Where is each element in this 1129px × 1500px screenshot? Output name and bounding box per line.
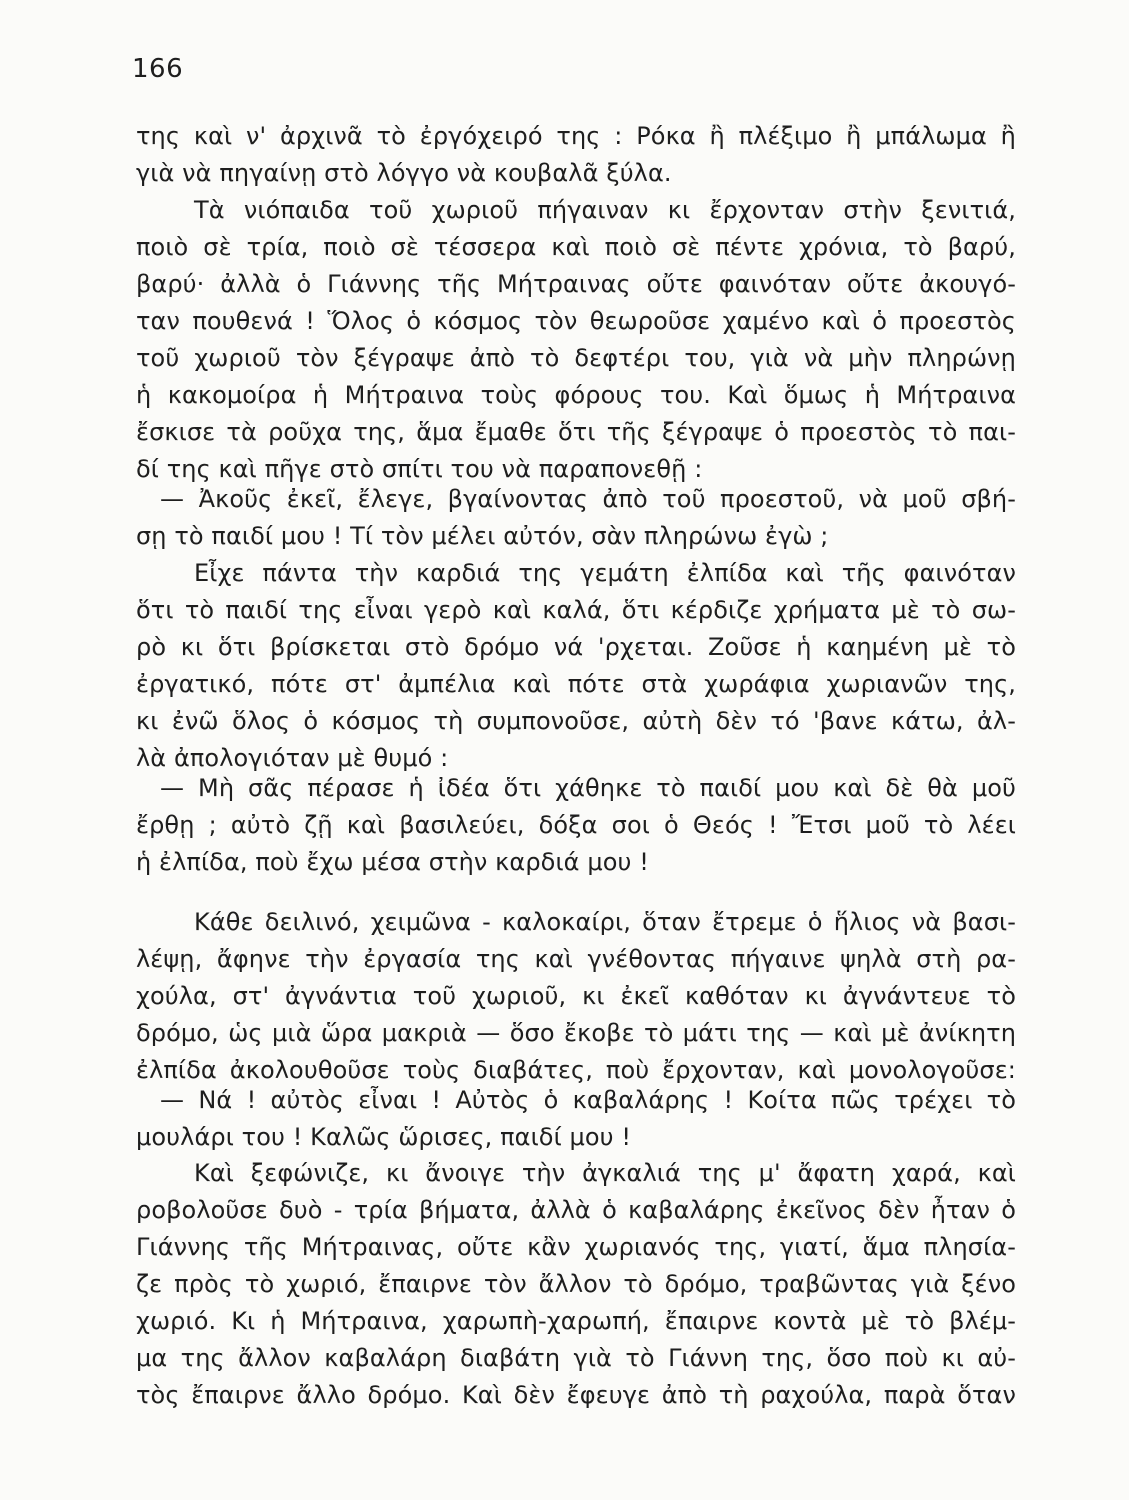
text-line: βαρύ· ἀλλὰ ὁ Γιάννης τῆς Μήτραινας οὔτε φαινόταν οὔτε ἀκουγό- (136, 270, 1016, 298)
text-line: ποιὸ σὲ τρία, ποιὸ σὲ τέσσερα καὶ ποιὸ σὲ πέντε χρόνια, τὸ βαρύ, (136, 233, 1016, 261)
paragraph (136, 904, 1016, 1089)
text-line: ζε πρὸς τὸ χωριό, ἔπαιρνε τὸν ἄλλον τὸ δρόμο, τραβῶντας γιὰ ξένο (136, 1270, 1016, 1298)
text-line: ταν πουθενά ! Ὅλος ὁ κόσμος τὸν θεωροῦσε χαμένο καὶ ὁ προεστὸς (136, 307, 1016, 335)
dialogue-paragraph (136, 481, 1016, 555)
text-line: δί της καὶ πῆγε στὸ σπίτι του νὰ παραπονεθῇ : (136, 455, 703, 483)
text-line: σῃ τὸ παιδί μου ! Τί τὸν μέλει αὐτόν, σὰν πληρώνω ἐγὼ ; (136, 522, 829, 550)
text-line: — Νά ! αὐτὸς εἶναι ! Αὐτὸς ὁ καβαλάρης ! Κοίτα πῶς τρέχει τὸ (160, 1086, 1016, 1114)
text-line: ἐλπίδα ἀκολουθοῦσε τοὺς διαβάτες, ποὺ ἔρχονταν, καὶ μονολογοῦσε: (136, 1056, 1016, 1084)
dialogue-paragraph (136, 770, 1016, 881)
paragraph (136, 192, 1016, 488)
text-line: Γιάννης τῆς Μήτραινας, οὔτε κἂν χωριανός της, γιατί, ἅμα πλησία- (136, 1233, 1016, 1261)
text-line: — Μὴ σᾶς πέρασε ἡ ἰδέα ὅτι χάθηκε τὸ παιδί μου καὶ δὲ θὰ μοῦ (160, 774, 1016, 802)
text-line: γιὰ νὰ πηγαίνῃ στὸ λόγγο νὰ κουβαλᾶ ξύλα. (136, 159, 672, 187)
text-line: μα της ἄλλον καβαλάρη διαβάτη γιὰ τὸ Γιάννη της, ὅσο ποὺ κι αὐ- (136, 1344, 1016, 1372)
dialogue-paragraph (136, 1082, 1016, 1156)
text-line: ἔρθῃ ; αὐτὸ ζῇ καὶ βασιλεύει, δόξα σοι ὁ Θεός ! Ἔτσι μοῦ τὸ λέει (136, 811, 1016, 839)
text-line: μουλάρι του ! Καλῶς ὥρισες, παιδί μου ! (136, 1123, 632, 1151)
text-line: της καὶ ν' ἀρχινᾶ τὸ ἐργόχειρό της : Ρόκα ἢ πλέξιμο ἢ μπάλωμα ἢ (136, 122, 1016, 150)
text-line: ρὸ κι ὅτι βρίσκεται στὸ δρόμο νά 'ρχεται. Ζοῦσε ἡ καημένη μὲ τὸ (136, 633, 1016, 661)
text-line: λὰ ἀπολογιόταν μὲ θυμό : (136, 744, 449, 772)
text-line: ἔσκισε τὰ ροῦχα της, ἅμα ἔμαθε ὅτι τῆς ξέγραψε ὁ προεστὸς τὸ παι- (136, 418, 1016, 446)
paragraph (136, 555, 1016, 777)
text-line: Τὰ νιόπαιδα τοῦ χωριοῦ πήγαιναν κι ἔρχονταν στὴν ξενιτιά, (194, 196, 1016, 224)
text-line: — Ἀκοῦς ἐκεῖ, ἔλεγε, βγαίνοντας ἀπὸ τοῦ προεστοῦ, νὰ μοῦ σβή- (160, 485, 1016, 513)
text-line: κι ἐνῶ ὅλος ὁ κόσμος τὴ συμπονοῦσε, αὐτὴ δὲν τό 'βανε κάτω, ἀλ- (136, 707, 1016, 735)
text-line: ἡ ἐλπίδα, ποὺ ἔχω μέσα στὴν καρδιά μου ! (136, 848, 649, 876)
text-line: ροβολοῦσε δυὸ - τρία βήματα, ἀλλὰ ὁ καβαλάρης ἐκεῖνος δὲν ἦταν ὁ (136, 1196, 1016, 1224)
text-line: δρόμο, ὡς μιὰ ὥρα μακριὰ — ὅσο ἔκοβε τὸ μάτι της — καὶ μὲ ἀνίκητη (136, 1019, 1016, 1047)
text-line: λέψῃ, ἄφηνε τὴν ἐργασία της καὶ γνέθοντας πήγαινε ψηλὰ στὴ ρα- (136, 945, 1016, 973)
page-number: 166 (132, 54, 184, 84)
paragraph (136, 1155, 1016, 1414)
text-line: χούλα, στ' ἀγνάντια τοῦ χωριοῦ, κι ἐκεῖ καθόταν κι ἀγνάντευε τὸ (136, 982, 1016, 1010)
text-line: Εἶχε πάντα τὴν καρδιά της γεμάτη ἐλπίδα καὶ τῆς φαινόταν (194, 559, 1016, 587)
paragraph-continuation (136, 118, 1016, 192)
text-line: χωριό. Κι ἡ Μήτραινα, χαρωπὴ-χαρωπή, ἔπαιρνε κοντὰ μὲ τὸ βλέμ- (136, 1307, 1016, 1335)
text-line: ὅτι τὸ παιδί της εἶναι γερὸ καὶ καλά, ὅτι κέρδιζε χρήματα μὲ τὸ σω- (136, 596, 1016, 624)
text-line: ἡ κακομοίρα ἡ Μήτραινα τοὺς φόρους του. Καὶ ὅμως ἡ Μήτραινα (136, 381, 1016, 409)
text-line: Καὶ ξεφώνιζε, κι ἄνοιγε τὴν ἀγκαλιά της μ' ἄφατη χαρά, καὶ (194, 1159, 1016, 1187)
text-line: Κάθε δειλινό, χειμῶνα - καλοκαίρι, ὅταν ἔτρεμε ὁ ἥλιος νὰ βασι- (194, 908, 1016, 936)
text-line: τὸς ἔπαιρνε ἄλλο δρόμο. Καὶ δὲν ἔφευγε ἀπὸ τὴ ραχούλα, παρὰ ὅταν (136, 1381, 1016, 1409)
text-line: ἐργατικό, πότε στ' ἀμπέλια καὶ πότε στὰ χωράφια χωριανῶν της, (136, 670, 1016, 698)
text-line: τοῦ χωριοῦ τὸν ξέγραψε ἀπὸ τὸ δεφτέρι του, γιὰ νὰ μὴν πληρώνῃ (136, 344, 1016, 372)
